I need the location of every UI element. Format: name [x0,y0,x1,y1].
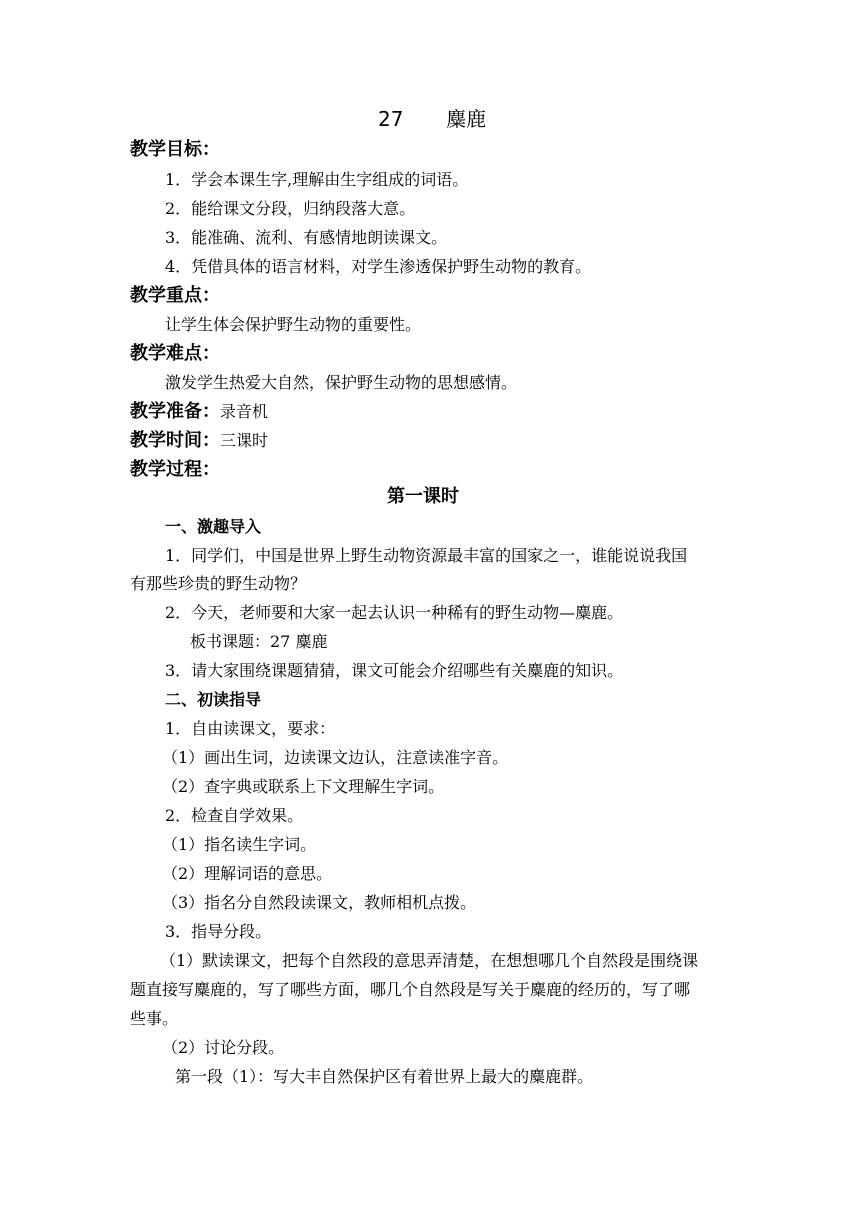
paragraph-line: （2）理解词语的意思。 [162,864,333,883]
section-heading: 二、初读指导 [165,690,262,709]
paragraph-line: 些事。 [130,1009,179,1028]
paragraph-line: （1）默读课文，把每个自然段的意思弄清楚，在想想哪几个自然段是围绕课 [160,951,699,970]
time-value: 三课时 [220,431,269,450]
preparation-line [130,401,268,423]
paragraph-line: 2．检查自学效果。 [165,806,304,825]
paragraph-line: 题直接写麋鹿的，写了哪些方面，哪几个自然段是写关于麋鹿的经历的，写了哪 [130,980,691,999]
paragraph-line: 3．指导分段。 [165,922,272,941]
paragraph-line: 3．请大家围绕课题猜猜，课文可能会介绍哪些有关麋鹿的知识。 [165,661,624,680]
key-points-heading: 教学重点： [130,285,220,306]
paragraph-line: 2．今天，老师要和大家一起去认识一种稀有的野生动物—麋鹿。 [165,603,624,622]
preparation-heading: 教学准备： [130,401,220,422]
process-heading: 教学过程： [130,459,220,480]
section-heading: 一、激趣导入 [165,517,262,536]
paragraph-line: 1．自由读课文，要求： [165,719,336,738]
lesson-period-title: 第一课时 [387,486,459,507]
paragraph-line: 有那些珍贵的野生动物？ [130,574,307,593]
page-title [378,107,486,131]
objective-item: 3．能准确、流利、有感情地朗读课文。 [165,228,448,247]
difficulties-text: 激发学生热爱大自然，保护野生动物的思想感情。 [165,373,518,392]
time-heading: 教学时间： [130,430,220,451]
time-line [130,430,268,452]
objective-item: 4．凭借具体的语言材料，对学生渗透保护野生动物的教育。 [165,257,592,276]
lesson-name: 麋鹿 [446,107,487,131]
objective-item: 2．能给课文分段，归纳段落大意。 [165,199,416,218]
paragraph-line: （2）讨论分段。 [162,1038,285,1057]
objectives-heading: 教学目标： [130,139,220,160]
paragraph-line: （3）指名分自然段读课文，教师相机点拨。 [162,893,477,912]
board-title: 板书课题：27 麋鹿 [190,632,328,651]
key-points-text: 让学生体会保护野生动物的重要性。 [165,315,422,334]
paragraph-line: 1．同学们，中国是世界上野生动物资源最丰富的国家之一，谁能说说我国 [165,546,688,565]
paragraph-line: 第一段（1）：写大丰自然保护区有着世界上最大的麋鹿群。 [175,1067,594,1086]
lesson-number: 27 [378,107,404,131]
objective-item: 1．学会本课生字,理解由生字组成的词语。 [165,170,469,189]
preparation-value: 录音机 [220,402,269,421]
paragraph-line: （2）查字典或联系上下文理解生字词。 [162,777,445,796]
paragraph-line: （1）指名读生字词。 [162,835,317,854]
difficulties-heading: 教学难点： [130,343,220,364]
paragraph-line: （1）画出生词，边读课文边认，注意读准字音。 [162,748,509,767]
